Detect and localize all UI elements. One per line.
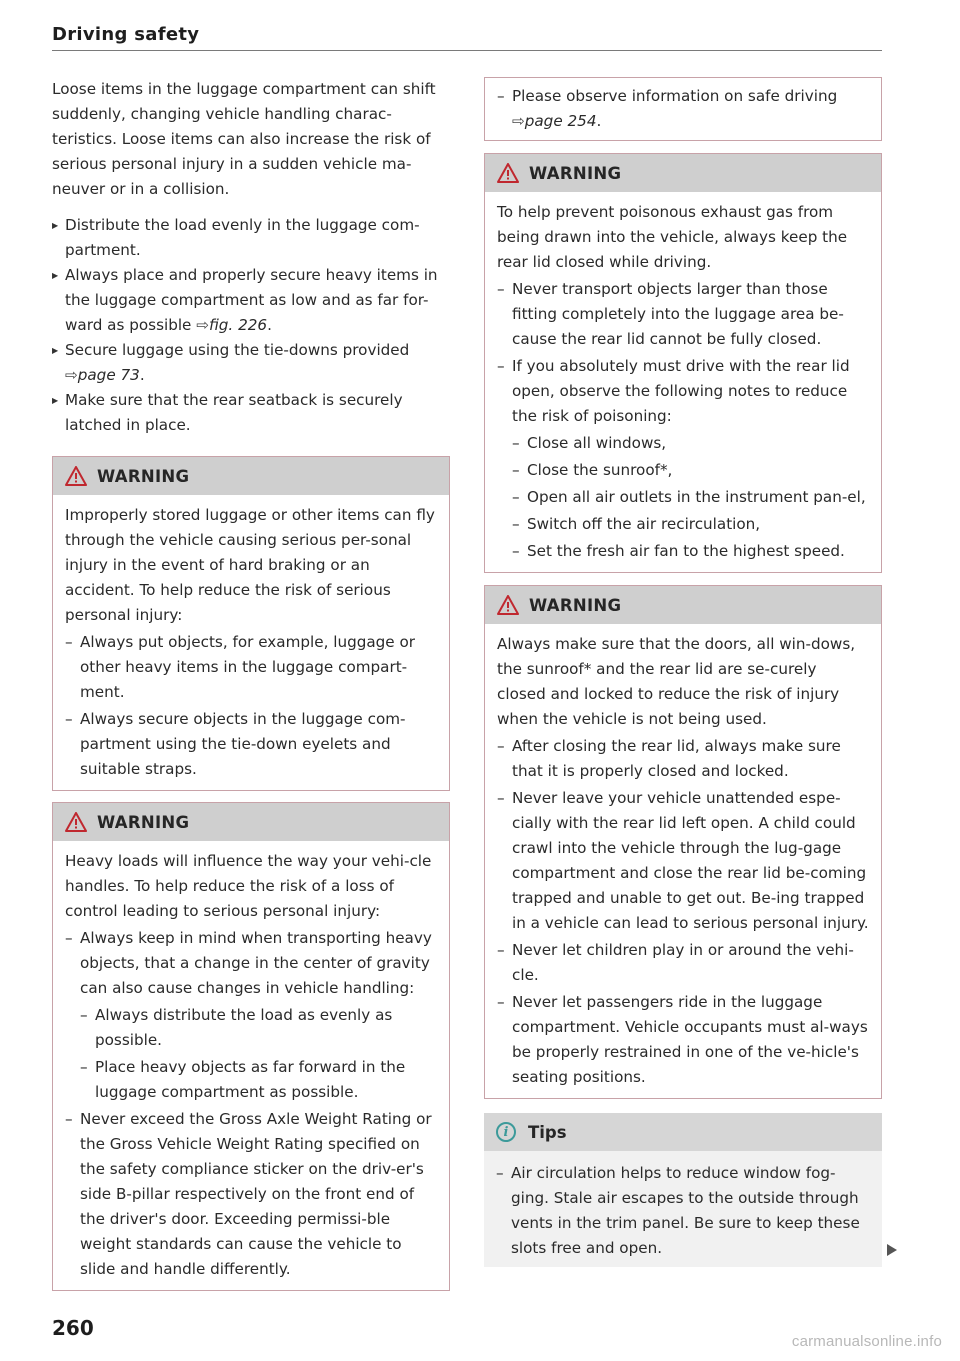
instruction-list — [52, 213, 450, 438]
warning-list-item: – Always secure objects in the luggage com-partment using the tie-down eyelets and suitable straps. — [65, 710, 406, 778]
left-column — [52, 77, 450, 1291]
warning-triangle-icon — [65, 812, 87, 832]
warning-sublist-item: – Close the sunroof*, — [512, 461, 673, 479]
cross-ref-arrow-icon: ⇨ — [196, 316, 209, 334]
warning-box-exhaust — [484, 153, 882, 573]
cross-ref-arrow-icon: ⇨ — [512, 112, 525, 130]
warning-text: Always make sure that the doors, all win-dows, the sunroof* and the rear lid are se-curely closed and locked to reduce the risk of injury when the vehicle is not being used. — [497, 635, 856, 728]
warning-list-item: – Never let children play in or around the vehi-cle. — [497, 941, 854, 984]
warning-list-item: – Never exceed the Gross Axle Weight Rating or the Gross Vehicle Weight Rating specified on the safety compliance sticker on the driv-er's side B-pillar respectively on the front end of the driver's door. Exceeding permissi-ble weight standards can cause the vehicle to slide and handle differently. — [65, 1110, 432, 1278]
warning-header — [53, 803, 449, 841]
warning-title: WARNING — [529, 163, 622, 183]
cross-reference-link[interactable]: fig. 226 — [208, 316, 268, 334]
warning-list-item: – Never leave your vehicle unattended espe-cially with the rear lid left open. A child could crawl into the vehicle through the lug-gage compartment and close the rear lid be-coming trapped and unable to get out. Be-ing trapped in a vehicle can lead to serious personal injury. — [497, 789, 869, 932]
warning-sublist-item: – Close all windows, — [512, 434, 667, 452]
warning-sublist-item: – Place heavy objects as far forward in the luggage compartment as possible. — [80, 1058, 406, 1101]
cross-reference-link[interactable]: page 73 — [77, 366, 140, 384]
warning-list-item: – If you absolutely must drive with the rear lid open, observe the following notes to reduce the risk of poisoning: — [497, 357, 850, 425]
warning-sublist-item: – Open all air outlets in the instrument pan-el, — [512, 488, 866, 506]
cross-ref-arrow-icon: ⇨ — [65, 366, 78, 384]
warning-sublist-item: – Always distribute the load as evenly as possible. — [80, 1006, 393, 1049]
warning-list-item: – After closing the rear lid, always make sure that it is properly closed and locked. — [497, 737, 841, 780]
warning-triangle-icon — [65, 466, 87, 486]
warning-title: WARNING — [97, 466, 190, 486]
page-header-title: Driving safety — [52, 24, 200, 45]
safe-driving-note — [484, 77, 882, 141]
intro-paragraph: Loose items in the luggage compartment can shift suddenly, changing vehicle handling charac-teristics. Loose items can also increase the risk of serious personal injury in a sudden vehicle ma-neuver or in a collision. — [52, 80, 436, 198]
warning-sublist-item: – Switch off the air recirculation, — [512, 515, 761, 533]
instruction-item: ▶ Secure luggage using the tie-downs provided ⇨page 73. — [52, 338, 450, 388]
warning-list-item: – Always keep in mind when transporting heavy objects, that a change in the center of gravity can also cause changes in vehicle handling: — [65, 929, 432, 997]
warning-list-item: – Never let passengers ride in the luggage compartment. Vehicle occupants must al-ways be properly restrained in one of the ve-hicle's seating positions. — [497, 993, 868, 1086]
warning-text: Heavy loads will influence the way your vehi-cle handles. To help reduce the risk of a loss of control leading to serious personal injury: — [65, 852, 432, 920]
instruction-item: ▶ Always place and properly secure heavy items in the luggage compartment as low and as far for-ward as possible ⇨fig. 226. — [52, 263, 450, 338]
warning-title: WARNING — [97, 812, 190, 832]
warning-body — [485, 624, 881, 1098]
instruction-item: ▶ Distribute the load evenly in the luggage com-partment. — [52, 213, 450, 263]
tips-header — [484, 1113, 882, 1151]
warning-triangle-icon — [497, 595, 519, 615]
warning-box-doors-locked — [484, 585, 882, 1099]
right-column — [484, 77, 882, 1267]
instruction-item: ▶ Make sure that the rear seatback is securely latched in place. — [52, 388, 450, 438]
cross-reference-link[interactable]: page 254 — [524, 112, 597, 130]
warning-header — [53, 457, 449, 495]
header-divider — [52, 50, 882, 51]
warning-sublist-item: – Set the fresh air fan to the highest speed. — [512, 542, 845, 560]
warning-box-heavy-loads — [52, 802, 450, 1291]
warning-list-item: – Always put objects, for example, luggage or other heavy items in the luggage compart-ment. — [65, 633, 415, 701]
note-item: – Please observe information on safe driving ⇨page 254. — [497, 87, 838, 130]
warning-body — [53, 841, 449, 1290]
warning-triangle-icon — [497, 163, 519, 183]
warning-body — [53, 495, 449, 790]
warning-text: To help prevent poisonous exhaust gas from being drawn into the vehicle, always keep the rear lid closed while driving. — [497, 203, 848, 271]
warning-header — [485, 586, 881, 624]
warning-header — [485, 154, 881, 192]
continue-arrow-icon — [887, 1244, 897, 1256]
warning-text: Improperly stored luggage or other items can fly through the vehicle causing serious per-sonal injury in the event of hard braking or an accident. To help reduce the risk of serious personal injury: — [65, 506, 435, 624]
warning-title: WARNING — [529, 595, 622, 615]
page-number: 260 — [52, 1316, 94, 1340]
warning-list-item: – Never transport objects larger than those fitting completely into the luggage area be-cause the rear lid cannot be fully closed. — [497, 280, 844, 348]
info-icon: i — [496, 1122, 516, 1142]
warning-body — [485, 192, 881, 572]
tips-body — [484, 1151, 882, 1267]
tips-title: Tips — [528, 1122, 567, 1142]
tips-box — [484, 1113, 882, 1267]
tips-list-item: – Air circulation helps to reduce window fog-ging. Stale air escapes to the outside through vents in the trim panel. Be sure to keep these slots free and open. — [496, 1164, 860, 1257]
watermark: carmanualsonline.info — [791, 1333, 942, 1350]
warning-box-luggage — [52, 456, 450, 791]
